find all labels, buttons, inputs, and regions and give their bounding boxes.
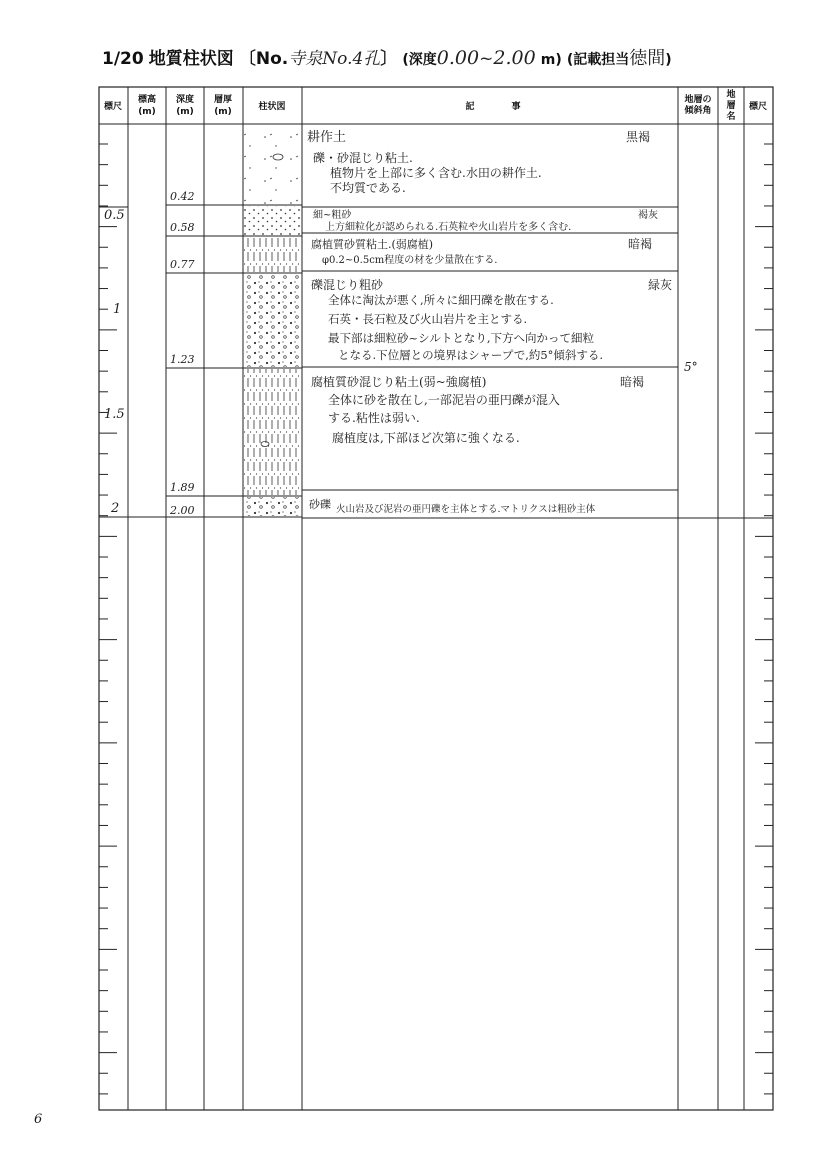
title-no-suffix: 〕 — [380, 49, 398, 69]
header-dip: 地層の — [684, 95, 712, 105]
layer-1-line-3: 不均質である. — [330, 181, 406, 195]
depth-value: 0.42 — [170, 190, 195, 203]
layer-2-color: 褐灰 — [638, 210, 658, 221]
page-number: 6 — [34, 1112, 43, 1127]
column-humic-sandy-clay — [244, 369, 301, 495]
column-dividers — [99, 87, 773, 1110]
title-recorder-label: (記載担当 — [566, 52, 630, 68]
title-depth-open: (深度 — [402, 52, 437, 68]
depth-value: 1.89 — [170, 481, 195, 494]
column-gravelly-sand — [244, 274, 301, 367]
scale-labels — [104, 208, 125, 516]
title-site: 寺泉No.4孔 — [288, 49, 381, 69]
layer-4-line-4: となる.下位層との境界はシャープで,約5°傾斜する. — [338, 348, 604, 362]
table-frame — [99, 87, 773, 1110]
depth-value: 1.23 — [170, 353, 195, 366]
title-name: 地質柱状図 — [148, 49, 234, 69]
scale-label-1-5: 1.5 — [104, 407, 125, 422]
layer-2-name: 細~粗砂 — [313, 210, 352, 221]
title-recorder-close: ) — [665, 52, 672, 68]
lithology-column — [244, 125, 301, 516]
layer-5-line-1: 全体に砂を散在し,一部泥岩の亜円礫が混入 — [328, 393, 560, 407]
layer-1-name: 耕作土 — [307, 130, 347, 145]
layer-3-color: 暗褐 — [628, 237, 653, 251]
layer-5-line-2: する.粘性は弱い. — [328, 411, 420, 425]
header-elevation-unit: (m) — [138, 107, 156, 117]
title-depth-sep: ~ — [479, 49, 494, 69]
layer-5-color: 暗褐 — [620, 375, 645, 389]
header-scale-right: 標尺 — [748, 102, 768, 112]
layer-2-line-1: 上方細粒化が認められる.石英粒や火山岩片を多く含む. — [325, 222, 572, 233]
column-topsoil — [244, 125, 301, 205]
header-depth: 深度 — [175, 95, 195, 105]
header-depth-unit: (m) — [176, 107, 194, 117]
scale-ticks-left — [99, 144, 120, 1094]
header-description-2: 事 — [511, 102, 521, 112]
header-thickness-unit: (m) — [214, 107, 232, 117]
layer-5-name: 腐植質砂混じり粘土(弱~強腐植) — [311, 375, 487, 389]
layer-4-line-1: 全体に淘汰が悪く,所々に細円礫を散在する. — [328, 293, 554, 307]
header-row — [104, 88, 767, 122]
dip-value: 5° — [684, 360, 698, 374]
layer-5-line-3: 腐植度は,下部ほど次第に強くなる. — [332, 431, 520, 445]
header-column: 柱状図 — [258, 102, 286, 112]
title-recorder: 徳間 — [629, 48, 666, 69]
layer-6-name: 砂礫 — [309, 498, 331, 511]
layer-4-color: 緑灰 — [648, 278, 673, 292]
column-sandy-gravel — [244, 497, 301, 516]
layer-4-line-2: 石英・長石粒及び火山岩片を主とする. — [328, 312, 528, 326]
sheet-title — [102, 44, 782, 70]
layer-4-line-3: 最下部は細粒砂~シルトとなり,下方へ向かって細粒 — [328, 331, 595, 345]
column-humic-clay — [244, 237, 301, 272]
depth-value: 2.00 — [170, 504, 195, 517]
scale-label-1: 1 — [113, 302, 122, 317]
layer-3-name: 腐植質砂質粘土.(弱腐植) — [311, 238, 434, 251]
header-scale: 標尺 — [103, 102, 123, 112]
layer-1-color: 黒褐 — [626, 130, 651, 144]
title-depth-to: 2.00 — [493, 47, 536, 69]
depth-value: 0.58 — [170, 221, 195, 234]
header-formation-3: 名 — [726, 112, 736, 122]
column-fine-sand — [244, 206, 301, 235]
depth-values — [169, 190, 195, 517]
title-no-prefix: 〔No. — [238, 49, 289, 69]
layer-6-line-1: 火山岩及び泥岩の亜円礫を主体とする.マトリクスは粗砂主体 — [336, 504, 596, 515]
header-formation-1: 地 — [726, 90, 736, 100]
depth-value: 0.77 — [170, 258, 195, 271]
scale-ticks-right — [755, 144, 773, 1094]
title-depth-unit: m) — [540, 52, 562, 68]
scale-label-2: 2 — [111, 501, 120, 516]
header-elevation: 標高 — [137, 95, 157, 105]
header-thickness: 層厚 — [213, 95, 233, 105]
scale-label-0-5: 0.5 — [104, 208, 125, 223]
header-dip-2: 傾斜角 — [684, 106, 712, 116]
header-formation-2: 層 — [726, 101, 736, 111]
title-depth-from: 0.00 — [436, 47, 480, 69]
layer-descriptions — [307, 129, 672, 515]
title-scale: 1/20 — [102, 49, 144, 69]
header-description-1: 記 — [465, 102, 475, 112]
layer-3-line-1: φ0.2~0.5cm程度の材を少量散在する. — [322, 255, 498, 266]
layer-1-line-1: 礫・砂混じり粘土. — [313, 151, 413, 165]
layer-1-line-2: 植物片を上部に多く含む.水田の耕作土. — [330, 166, 542, 180]
layer-4-name: 礫混じり粗砂 — [311, 278, 384, 292]
